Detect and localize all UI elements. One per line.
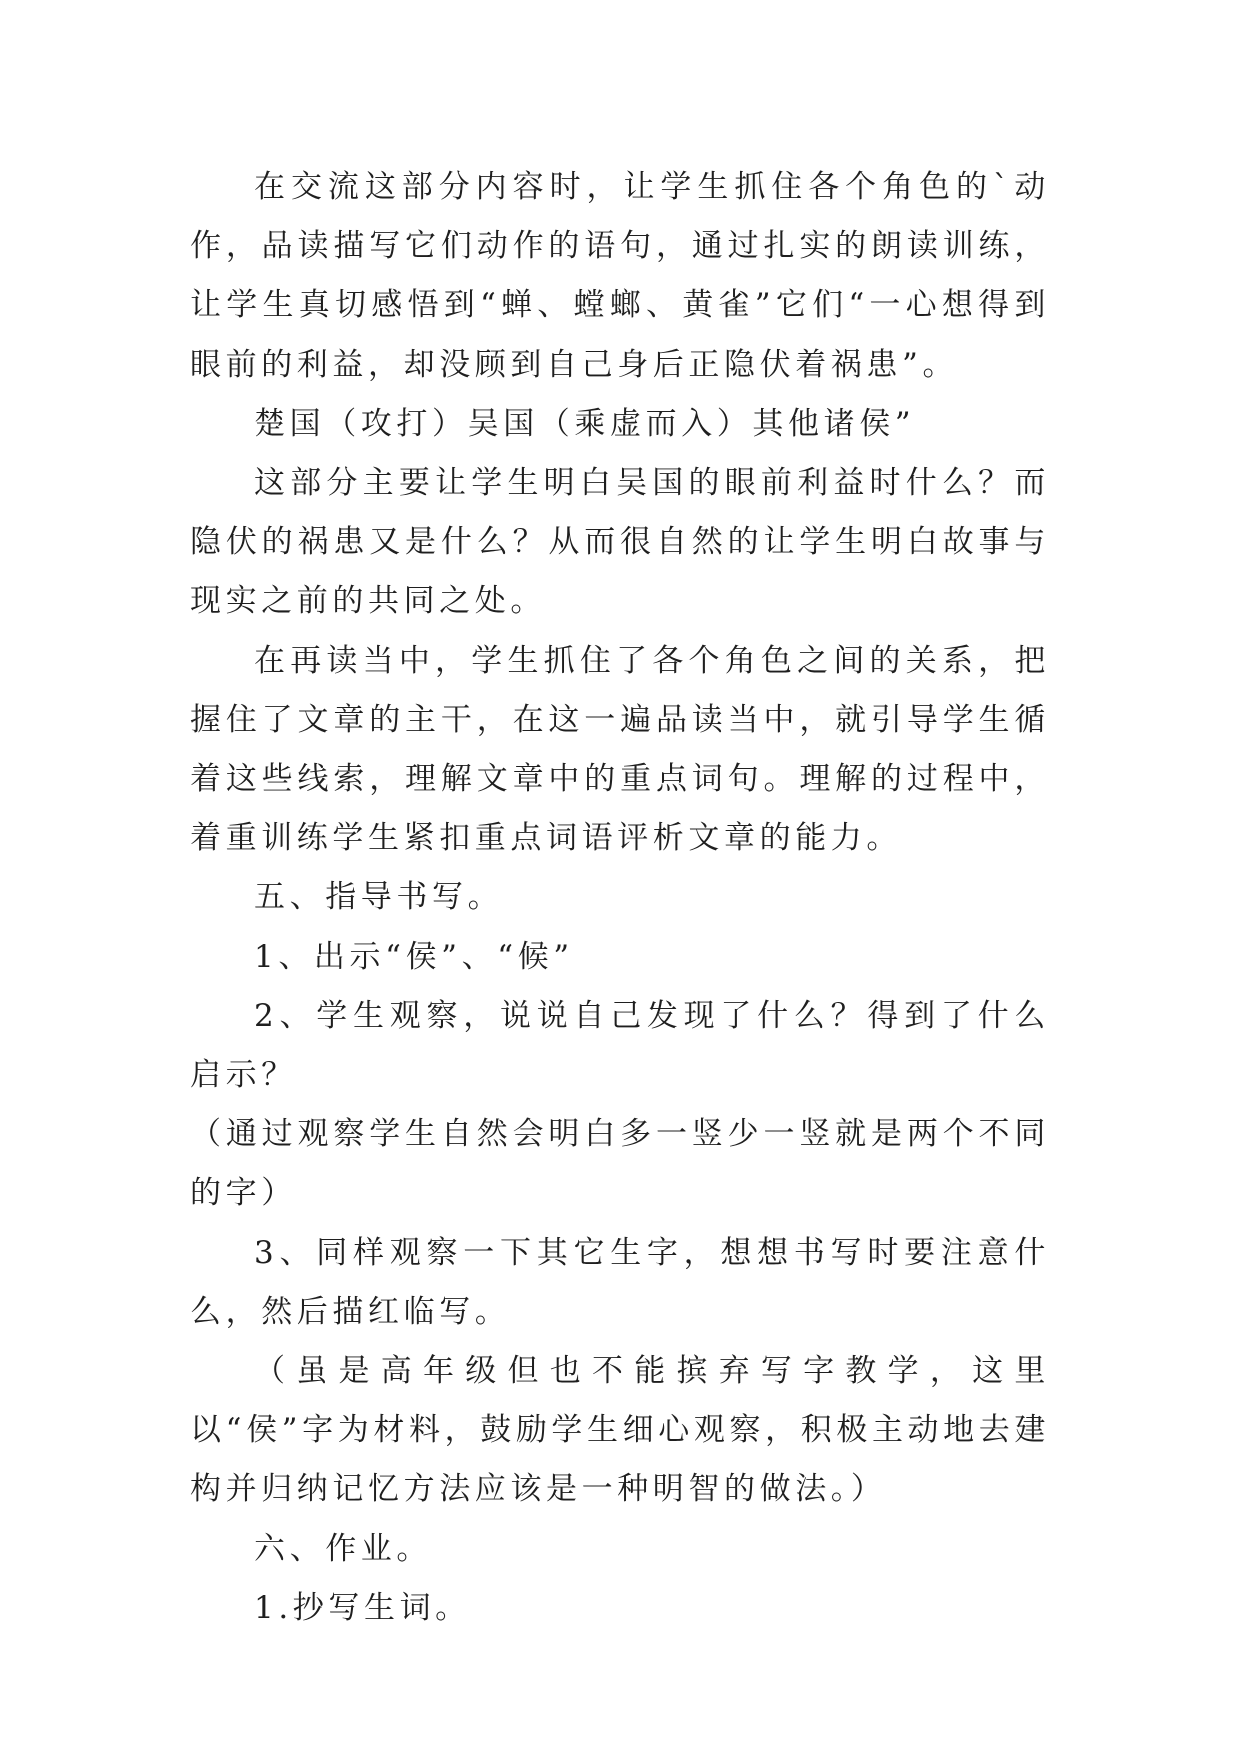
paragraph-writing-note: （虽是高年级但也不能摈弃写字教学，这里以“侯”字为材料，鼓励学生细心观察，积极主动地去建构并归纳记忆方法应该是一种明智的做法。） [190,1353,1050,1508]
list-item-other-characters: 3、同样观察一下其它生字，想想书写时要注意什么，然后描红临写。 [190,1234,1050,1330]
paragraph-chain: 楚国（攻打）吴国（乘虚而入）其他诸侯” [254,405,916,442]
section-heading-homework: 六、作业。 [254,1530,432,1567]
list-item-copy-words: 1.抄写生词。 [254,1589,471,1626]
section-heading-writing: 五、指导书写。 [254,879,504,916]
paragraph-wu-interest: 这部分主要让学生明白吴国的眼前利益时什么？而隐伏的祸患又是什么？从而很自然的让学生明白故事与现实之前的共同之处。 [190,465,1050,620]
paragraph-reread: 在再读当中，学生抓住了各个角色之间的关系，把握住了文章的主干，在这一遍品读当中，就引导学生循着这些线索，理解文章中的重点词句。理解的过程中，着重训练学生紧扣重点词语评析文章的能力。 [190,642,1050,857]
list-item-observe: 2、学生观察，说说自己发现了什么？得到了什么启示？ [190,997,1050,1094]
list-item-show-characters: 1、出示“侯”、“候” [254,938,574,975]
paragraph-intro: 在交流这部分内容时，让学生抓住各个角色的`动作，品读描写它们动作的语句，通过扎实的朗读训练，让学生真切感悟到“蝉、螳螂、黄雀”它们“一心想得到眼前的利益，却没顾到自己身后正隐伏着祸患”。 [190,169,1050,383]
paragraph-observe-note: （通过观察学生自然会明白多一竖少一竖就是两个不同的字） [190,1116,1050,1212]
document-body [190,158,1050,1638]
